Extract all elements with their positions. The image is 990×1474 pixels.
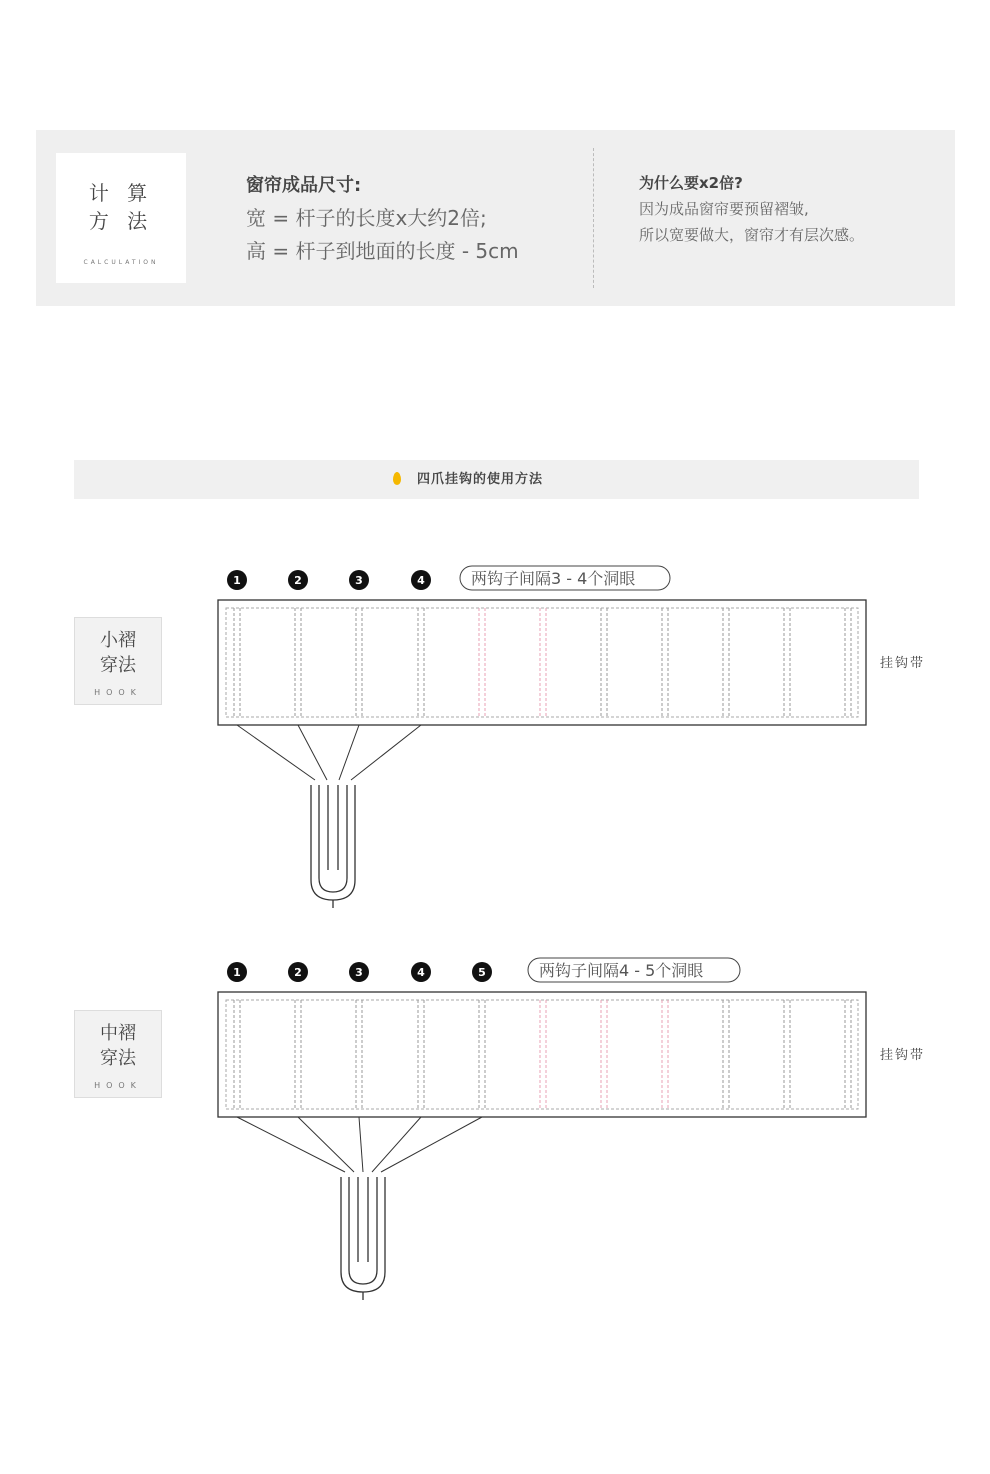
hook-number-label: 4 (417, 574, 425, 587)
hook-number-label: 2 (294, 966, 302, 979)
hook-number-label: 1 (233, 574, 241, 587)
hook-prong (341, 1177, 385, 1292)
dashed-divider (593, 148, 594, 288)
calculation-badge-title-line1: 计 算 (88, 181, 154, 205)
why-heading: 为什么要x2倍? (639, 174, 743, 192)
why-explanation (639, 170, 864, 248)
hook-tape (218, 992, 866, 1117)
calculation-badge-title-line2: 方 法 (88, 209, 154, 233)
hook-connector-line (298, 725, 327, 780)
why-line-1: 因为成品窗帘要预留褶皱, (639, 200, 809, 218)
hook-diagram-small (0, 560, 990, 920)
hook-connector-line (237, 725, 315, 780)
hook-number-label: 4 (417, 966, 425, 979)
method-badge-medium-line2: 穿法 (100, 1048, 136, 1069)
section-header (74, 460, 919, 499)
formula-heading: 窗帘成品尺寸: (246, 175, 362, 196)
hook-number-label: 2 (294, 574, 302, 587)
method-badge-medium-subtitle: HOOK (94, 1081, 142, 1090)
size-formula (246, 170, 519, 268)
drop-icon (393, 472, 401, 485)
why-line-2: 所以宽要做大，窗帘才有层次感。 (639, 226, 865, 244)
interval-label: 两钩子间隔4 - 5个洞眼 (539, 961, 704, 980)
formula-width: 宽 = 杆子的长度x大约2倍; (246, 206, 487, 230)
hook-connector-line (339, 725, 359, 780)
hook-connector-line (237, 1117, 345, 1172)
hook-diagram-medium (0, 952, 990, 1312)
hook-prong (311, 785, 355, 900)
hook-number-label: 5 (478, 966, 486, 979)
calculation-badge-title (56, 179, 186, 235)
calculation-badge (56, 153, 186, 283)
calculation-badge-subtitle: CALCULATION (83, 259, 159, 266)
hook-number-label: 1 (233, 966, 241, 979)
hook-tape-label-medium: 挂钩带 (880, 1048, 926, 1063)
hook-tape (218, 600, 866, 725)
method-badge-medium-line1: 中褶 (100, 1023, 136, 1044)
interval-label: 两钩子间隔3 - 4个洞眼 (471, 569, 636, 588)
hook-connector-line (298, 1117, 354, 1172)
formula-height: 高 = 杆子到地面的长度 - 5cm (246, 239, 519, 263)
section-title: 四爪挂钩的使用方法 (417, 472, 544, 487)
method-badge-small-subtitle: HOOK (94, 688, 142, 697)
hook-number-label: 3 (355, 966, 363, 979)
hook-connector-line (359, 1117, 363, 1172)
method-badge-small-line1: 小褶 (100, 630, 136, 651)
method-badge-small-line2: 穿法 (100, 655, 136, 676)
hook-number-label: 3 (355, 574, 363, 587)
hook-tape-label-small: 挂钩带 (880, 656, 926, 671)
hook-prong (319, 785, 347, 892)
hook-prong (349, 1177, 377, 1284)
hook-connector-line (351, 725, 421, 780)
calculation-panel (36, 130, 955, 306)
